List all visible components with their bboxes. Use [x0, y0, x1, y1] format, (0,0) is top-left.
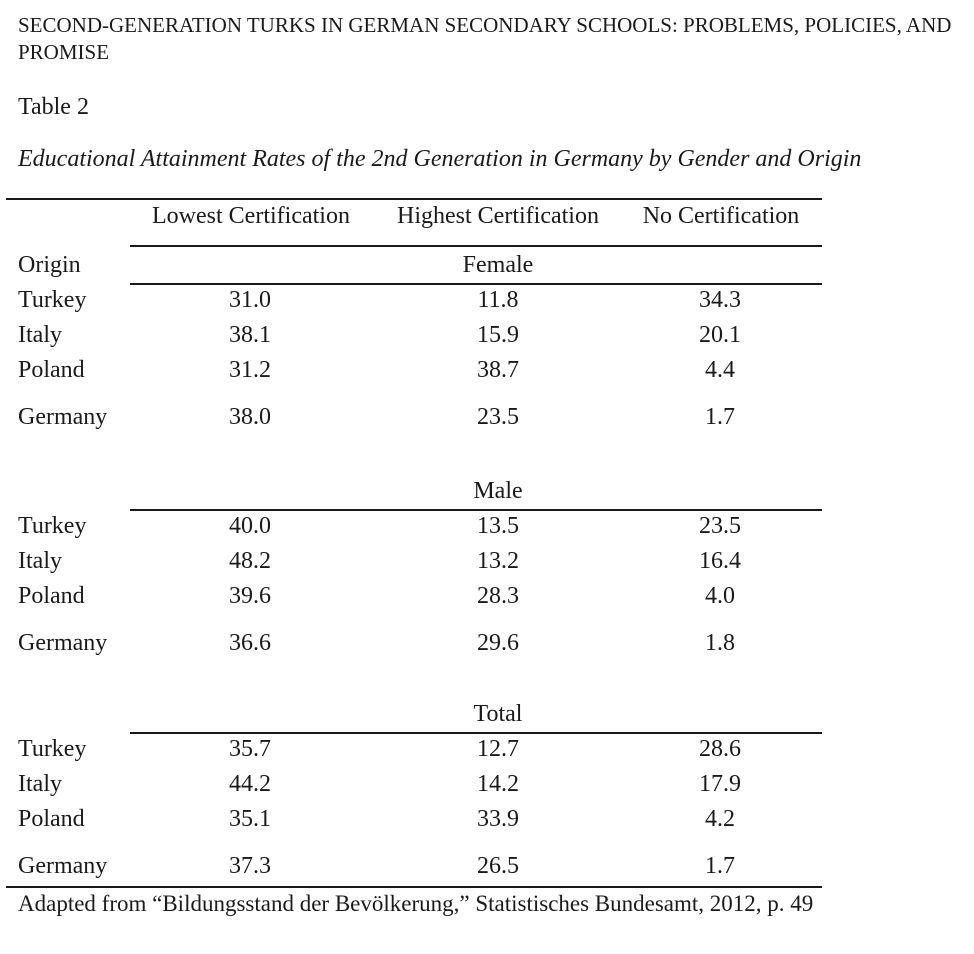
- table-label: Table 2: [18, 94, 89, 120]
- column-header-lowest: Lowest Certification: [152, 203, 350, 229]
- row-origin: Turkey: [18, 513, 87, 539]
- cell-none: 34.3: [699, 287, 741, 313]
- cell-none: 1.7: [705, 404, 735, 430]
- cell-none: 4.4: [705, 357, 735, 383]
- row-origin: Poland: [18, 357, 85, 383]
- cell-lowest: 44.2: [229, 771, 271, 797]
- cell-none: 28.6: [699, 736, 741, 762]
- group-label: Female: [462, 252, 534, 278]
- cell-lowest: 38.0: [229, 404, 271, 430]
- cell-none: 1.8: [705, 630, 735, 656]
- cell-highest: 33.9: [477, 806, 519, 832]
- row-origin: Germany: [18, 630, 108, 656]
- cell-highest: 13.5: [477, 513, 519, 539]
- cell-none: 20.1: [699, 322, 741, 348]
- cell-none: 1.7: [705, 853, 735, 879]
- row-origin: Turkey: [18, 736, 87, 762]
- column-header-origin: Origin: [18, 252, 81, 278]
- cell-highest: 29.6: [477, 630, 519, 656]
- cell-highest: 13.2: [477, 548, 519, 574]
- cell-lowest: 48.2: [229, 548, 271, 574]
- row-origin: Germany: [18, 404, 108, 430]
- row-origin: Turkey: [18, 287, 87, 313]
- cell-highest: 15.9: [477, 322, 519, 348]
- row-origin: Italy: [18, 322, 62, 348]
- cell-lowest: 31.2: [229, 357, 271, 383]
- cell-highest: 12.7: [477, 736, 519, 762]
- cell-highest: 11.8: [477, 287, 519, 313]
- row-origin: Poland: [18, 806, 85, 832]
- cell-none: 4.2: [705, 806, 735, 832]
- running-head: SECOND-GENERATION TURKS IN GERMAN SECONDARY SCHOOLS: PROBLEMS, POLICIES, AND PROMISE: [18, 13, 952, 64]
- cell-lowest: 37.3: [229, 853, 271, 879]
- row-origin: Germany: [18, 853, 108, 879]
- table-bottom-rule: [6, 886, 822, 888]
- cell-none: 23.5: [699, 513, 741, 539]
- cell-lowest: 39.6: [229, 583, 271, 609]
- row-origin: Italy: [18, 771, 62, 797]
- cell-highest: 38.7: [477, 357, 519, 383]
- column-header-rule: [130, 245, 822, 247]
- cell-none: 16.4: [699, 548, 741, 574]
- row-origin: Italy: [18, 548, 62, 574]
- cell-lowest: 31.0: [229, 287, 271, 313]
- column-header-none: No Certification: [642, 203, 800, 229]
- cell-highest: 14.2: [477, 771, 519, 797]
- cell-lowest: 36.6: [229, 630, 271, 656]
- cell-highest: 23.5: [477, 404, 519, 430]
- row-origin: Poland: [18, 583, 85, 609]
- cell-lowest: 40.0: [229, 513, 271, 539]
- cell-lowest: 35.1: [229, 806, 271, 832]
- table-caption: Educational Attainment Rates of the 2nd Generation in Germany by Gender and Origin: [18, 146, 862, 172]
- group-label: Male: [473, 478, 523, 504]
- cell-lowest: 35.7: [229, 736, 271, 762]
- cell-highest: 26.5: [477, 853, 519, 879]
- cell-lowest: 38.1: [229, 322, 271, 348]
- cell-none: 17.9: [699, 771, 741, 797]
- table-top-rule: [6, 198, 822, 200]
- source-note: Adapted from “Bildungsstand der Bevölkerung,” Statistisches Bundesamt, 2012, p. 49: [18, 891, 814, 916]
- column-header-highest: Highest Certification: [397, 203, 599, 229]
- cell-highest: 28.3: [477, 583, 519, 609]
- cell-none: 4.0: [705, 583, 735, 609]
- group-label: Total: [473, 701, 523, 727]
